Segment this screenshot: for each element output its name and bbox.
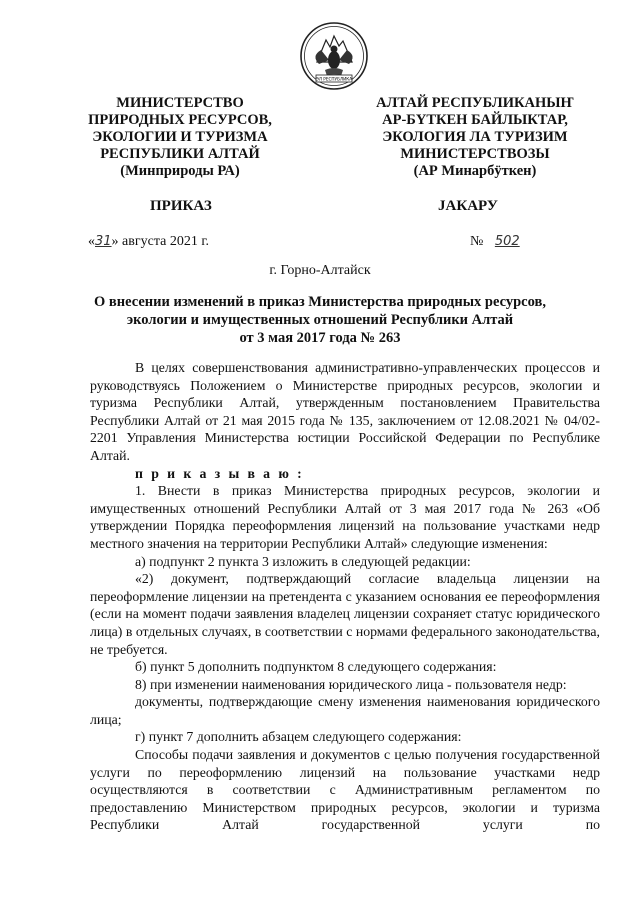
header-short-name: (АР Минарбӱткен): [413, 163, 537, 179]
quoted-text-paragraph: «2) документ, подтверждающий согласие владельца лицензии на переоформление лицензии на претендента с указанием основания ее переоформления (если на момент подачи заявления владелец лицензии сохраняет статус юридического лица) в отдельных случаях, в соответствии с нормами федерального законодательства, не требуется.: [90, 571, 600, 657]
methods-paragraph: Способы подачи заявления и документов с целью получения государственной услуги по переоформлению лицензий на пользование участками недр осуществляются в соответствии с Административным регламентом по предоставлению Министерством природных ресурсов, экологии и туризма Республики Алтай государственной услуги по: [90, 747, 600, 833]
city: г. Горно-Алтайск: [269, 263, 371, 278]
date-quote: «: [88, 234, 95, 249]
order-number: [470, 234, 520, 250]
date-month-year: августа 2021 г.: [122, 234, 209, 249]
header-line: АР-БҮТКЕН БАЙЛЫКТАР,: [382, 112, 568, 128]
order-title: [40, 293, 600, 347]
title-line: О внесении изменений в приказ Министерства природных ресурсов,: [94, 294, 546, 310]
number-label: №: [470, 234, 484, 249]
ministry-header-russian: [60, 95, 300, 180]
order-date: [88, 234, 209, 250]
order-body: [90, 359, 600, 834]
header-line: ЭКОЛОГИЯ ЛА ТУРИЗИМ: [382, 129, 568, 145]
date-day-handwritten: 31: [95, 234, 112, 249]
header-line: МИНИСТЕРСТВОЗЫ: [400, 146, 550, 162]
title-line: от 3 мая 2017 года № 263: [239, 330, 401, 346]
doc-type-russian: ПРИКАЗ: [150, 198, 212, 214]
title-line: экологии и имущественных отношений Республики Алтай: [126, 312, 514, 328]
coat-of-arms-emblem: [299, 20, 369, 92]
ministry-header-altai: [350, 95, 600, 180]
subitem-g-paragraph: г) пункт 7 дополнить абзацем следующего содержания:: [135, 729, 462, 745]
header-line: ЭКОЛОГИИ И ТУРИЗМА: [92, 129, 268, 145]
point-8-paragraph: 8) при изменении наименования юридического лица - пользователя недр:: [135, 676, 567, 692]
item-1-paragraph: 1. Внести в приказ Министерства природных ресурсов, экологии и имущественных отношений Республики Алтай от 3 мая 2017 года № 263 «Об утверждении Порядка переоформления лицензий на пользование участками недр местного значения на территории Республики Алтай» следующие изменения:: [90, 483, 600, 551]
order-directive: п р и к а з ы в а ю :: [135, 465, 305, 481]
header-line: ПРИРОДНЫХ РЕСУРСОВ,: [88, 112, 272, 128]
header-short-name: (Минприроды РА): [120, 163, 240, 179]
emblem-banner-text: ЭЛ РЕСПУБЛИКА: [315, 76, 353, 82]
subitem-a-paragraph: а) подпункт 2 пункта 3 изложить в следующей редакции:: [135, 553, 471, 569]
header-line: АЛТАЙ РЕСПУБЛИКАНЫҤ: [376, 95, 574, 111]
doc-type-altai: JАКАРУ: [438, 198, 498, 214]
header-line: РЕСПУБЛИКИ АЛТАЙ: [100, 146, 260, 162]
documents-paragraph: документы, подтверждающие смену изменения наименования юридического лица;: [90, 694, 600, 727]
preamble-paragraph: В целях совершенствования административно-управленческих процессов и руководствуясь Положением о Министерстве природных ресурсов, экологии и туризма Республики Алтай, утвержденным постановлением Правительства Республики Алтай от 21 мая 2015 года № 135, заключением от 12.08.2021 № 04/02-2201 Управления Министерства юстиции Российской Федерации по Республике Алтай.: [90, 360, 600, 463]
header-line: МИНИСТЕРСТВО: [116, 95, 244, 111]
date-quote: »: [111, 234, 119, 249]
number-value-handwritten: 502: [494, 234, 520, 249]
subitem-b-paragraph: б) пункт 5 дополнить подпунктом 8 следующего содержания:: [135, 659, 497, 675]
